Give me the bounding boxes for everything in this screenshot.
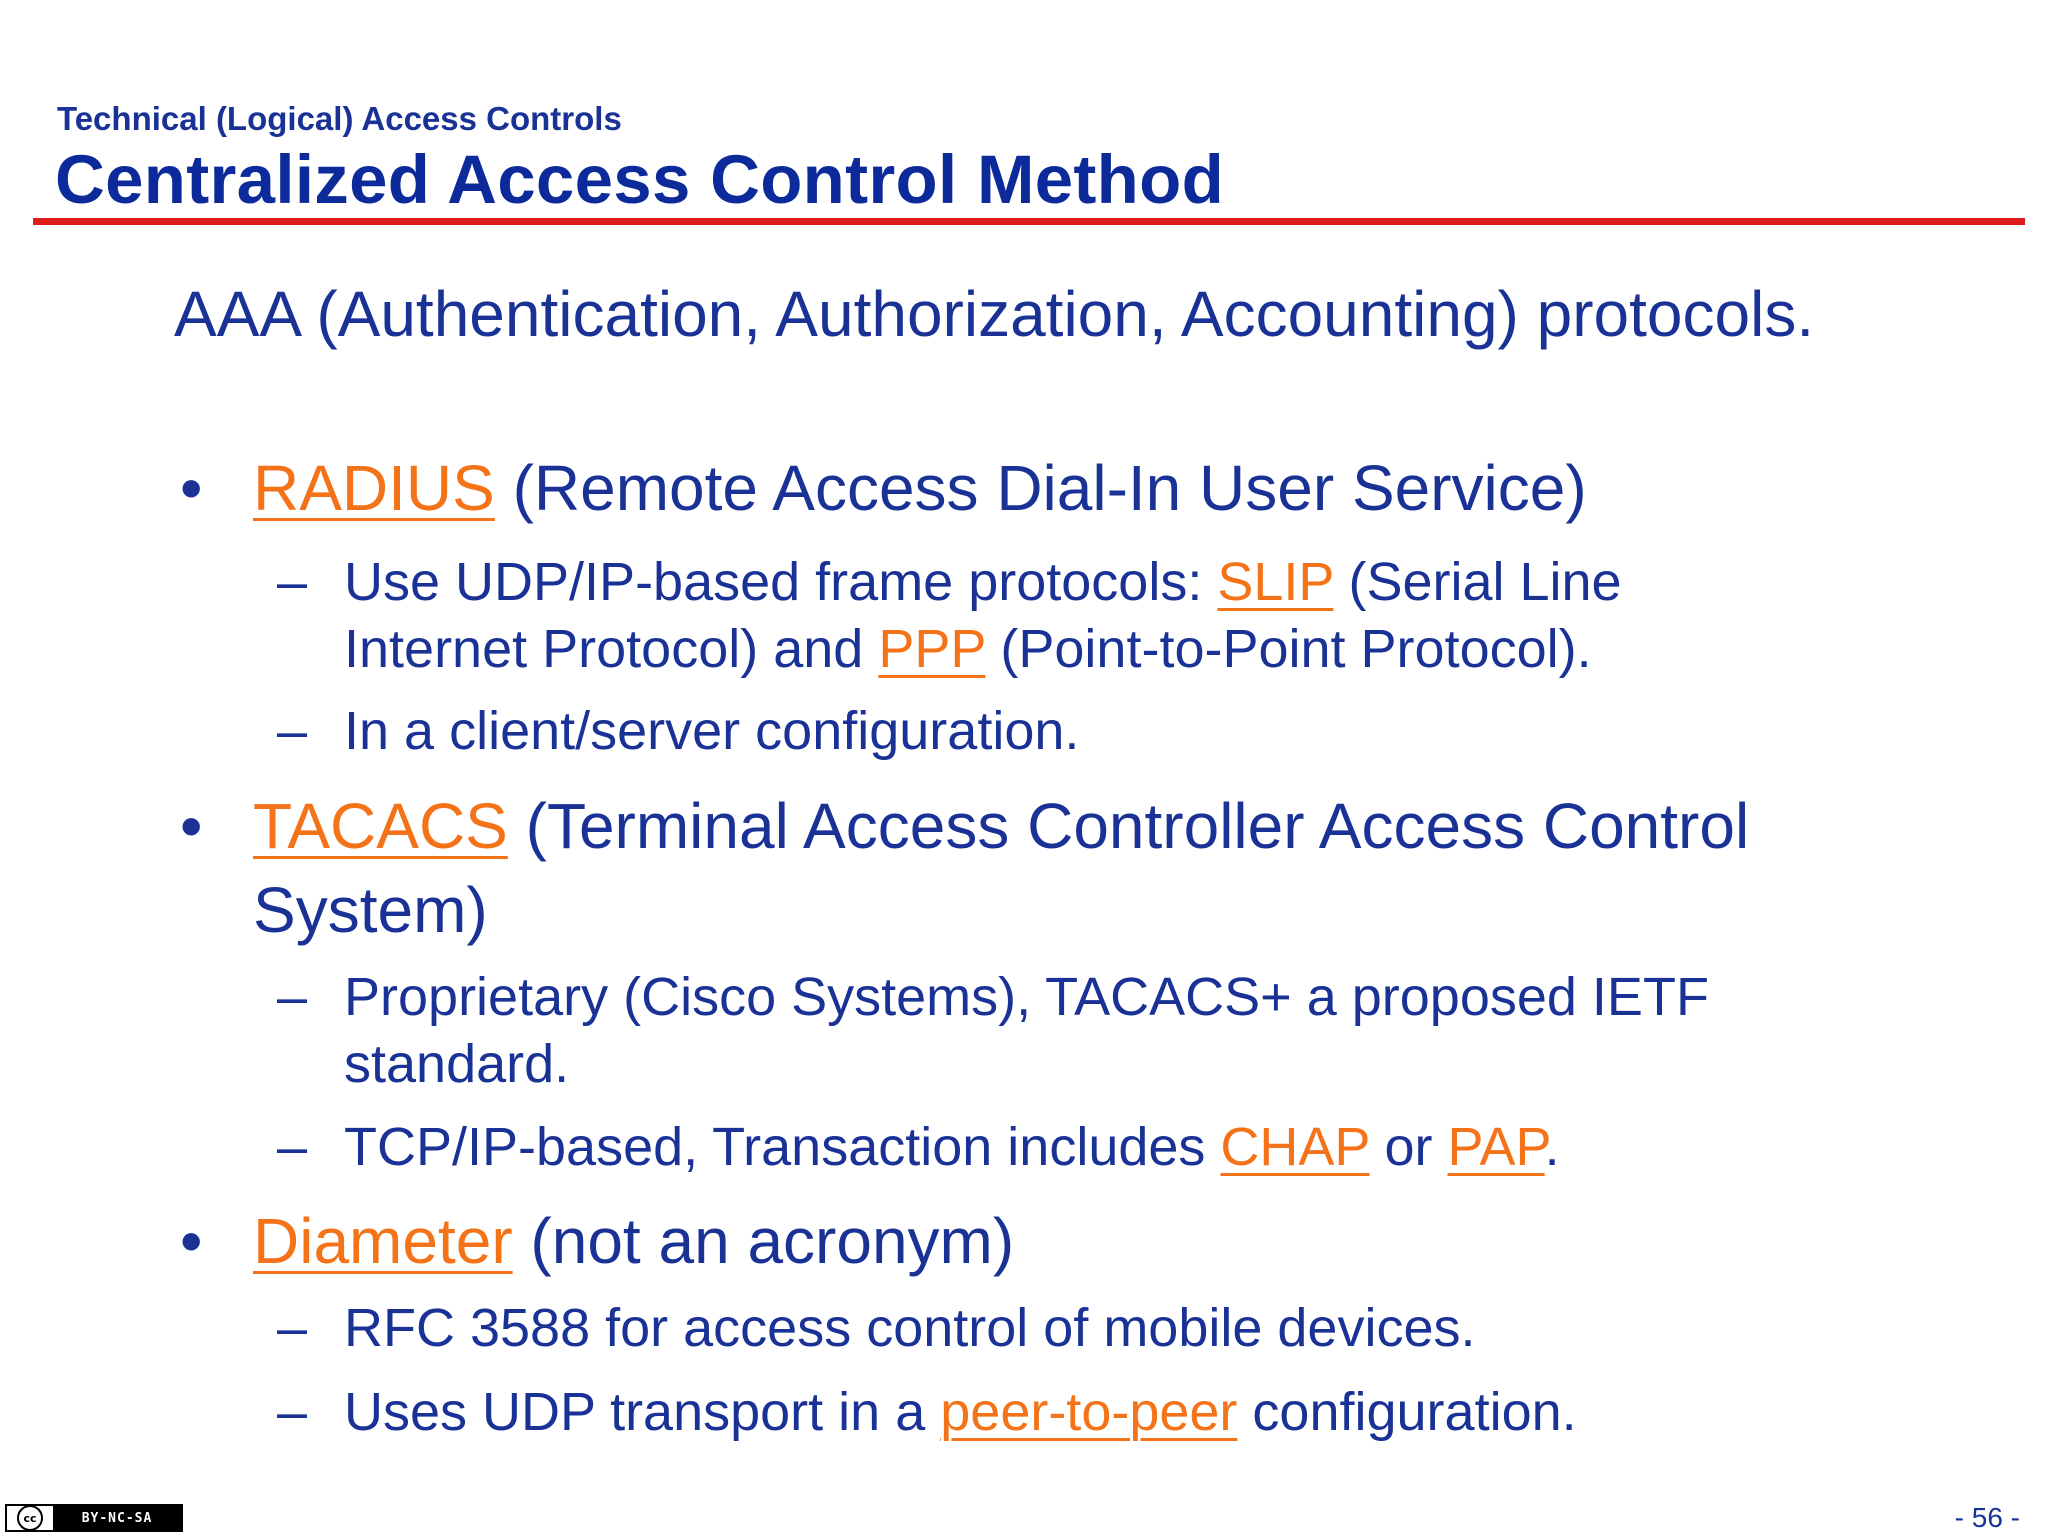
bullet-glyph: •: [180, 790, 203, 862]
sub-bullet-text: RFC 3588 for access control of mobile devices.: [344, 1298, 1476, 1358]
slide-title: Centralized Access Control Method: [55, 141, 1225, 218]
bullet-text: [253, 446, 1873, 530]
cc-icon: [7, 1506, 53, 1530]
page-number: - 56 -: [1954, 1502, 2020, 1533]
dash-glyph: –: [277, 1382, 308, 1442]
bullet-description: (Terminal Access Controller Access Control System): [253, 790, 1750, 946]
intro-text: AAA (Authentication, Authorization, Accounting) protocols.: [174, 278, 1815, 350]
text-segment: (Point-to-Point Protocol).: [985, 619, 1592, 679]
peer-to-peer-link[interactable]: peer-to-peer: [940, 1382, 1238, 1442]
bullet-text: [253, 1199, 1873, 1283]
sub-bullet-text: In a client/server configuration.: [344, 701, 1080, 761]
title-divider: [33, 218, 2025, 225]
radius-link[interactable]: RADIUS: [253, 452, 495, 524]
cc-license-badge[interactable]: [5, 1504, 183, 1532]
text-segment: (Serial Line Internet Protocol) and: [344, 552, 1622, 679]
dash-glyph: –: [277, 701, 308, 761]
license-label: BY-NC-SA: [53, 1506, 181, 1530]
sub-bullet-text: [344, 1379, 1804, 1446]
bullet-glyph: •: [180, 1205, 203, 1277]
sub-bullet-text: [344, 1114, 1804, 1181]
text-segment: TCP/IP-based, Transaction includes: [344, 1117, 1221, 1177]
dash-glyph: –: [277, 1117, 308, 1177]
text-segment: Use UDP/IP-based frame protocols:: [344, 552, 1218, 612]
text-segment: configuration.: [1237, 1382, 1577, 1442]
text-segment: Uses UDP transport in a: [344, 1382, 941, 1442]
chap-link[interactable]: CHAP: [1220, 1117, 1370, 1177]
text-segment: or: [1369, 1117, 1448, 1177]
tacacs-link[interactable]: TACACS: [253, 790, 508, 862]
sub-bullet-text: Proprietary (Cisco Systems), TACACS+ a proposed IETF standard.: [344, 967, 1709, 1094]
bullet-description: (not an acronym): [512, 1205, 1015, 1277]
dash-glyph: –: [277, 1298, 308, 1358]
bullet-glyph: •: [180, 452, 203, 524]
pap-link[interactable]: PAP: [1447, 1117, 1545, 1177]
bullet-text: [253, 784, 1873, 952]
sub-bullet-text: [344, 549, 1804, 683]
text-segment: .: [1544, 1117, 1560, 1177]
cc-icon-label: cc: [17, 1505, 43, 1531]
dash-glyph: –: [277, 552, 308, 612]
slip-link[interactable]: SLIP: [1217, 552, 1334, 612]
slide-subtitle: Technical (Logical) Access Controls: [57, 100, 622, 137]
bullet-description: (Remote Access Dial-In User Service): [494, 452, 1587, 524]
diameter-link[interactable]: Diameter: [253, 1205, 513, 1277]
ppp-link[interactable]: PPP: [878, 619, 986, 679]
dash-glyph: –: [277, 967, 308, 1027]
